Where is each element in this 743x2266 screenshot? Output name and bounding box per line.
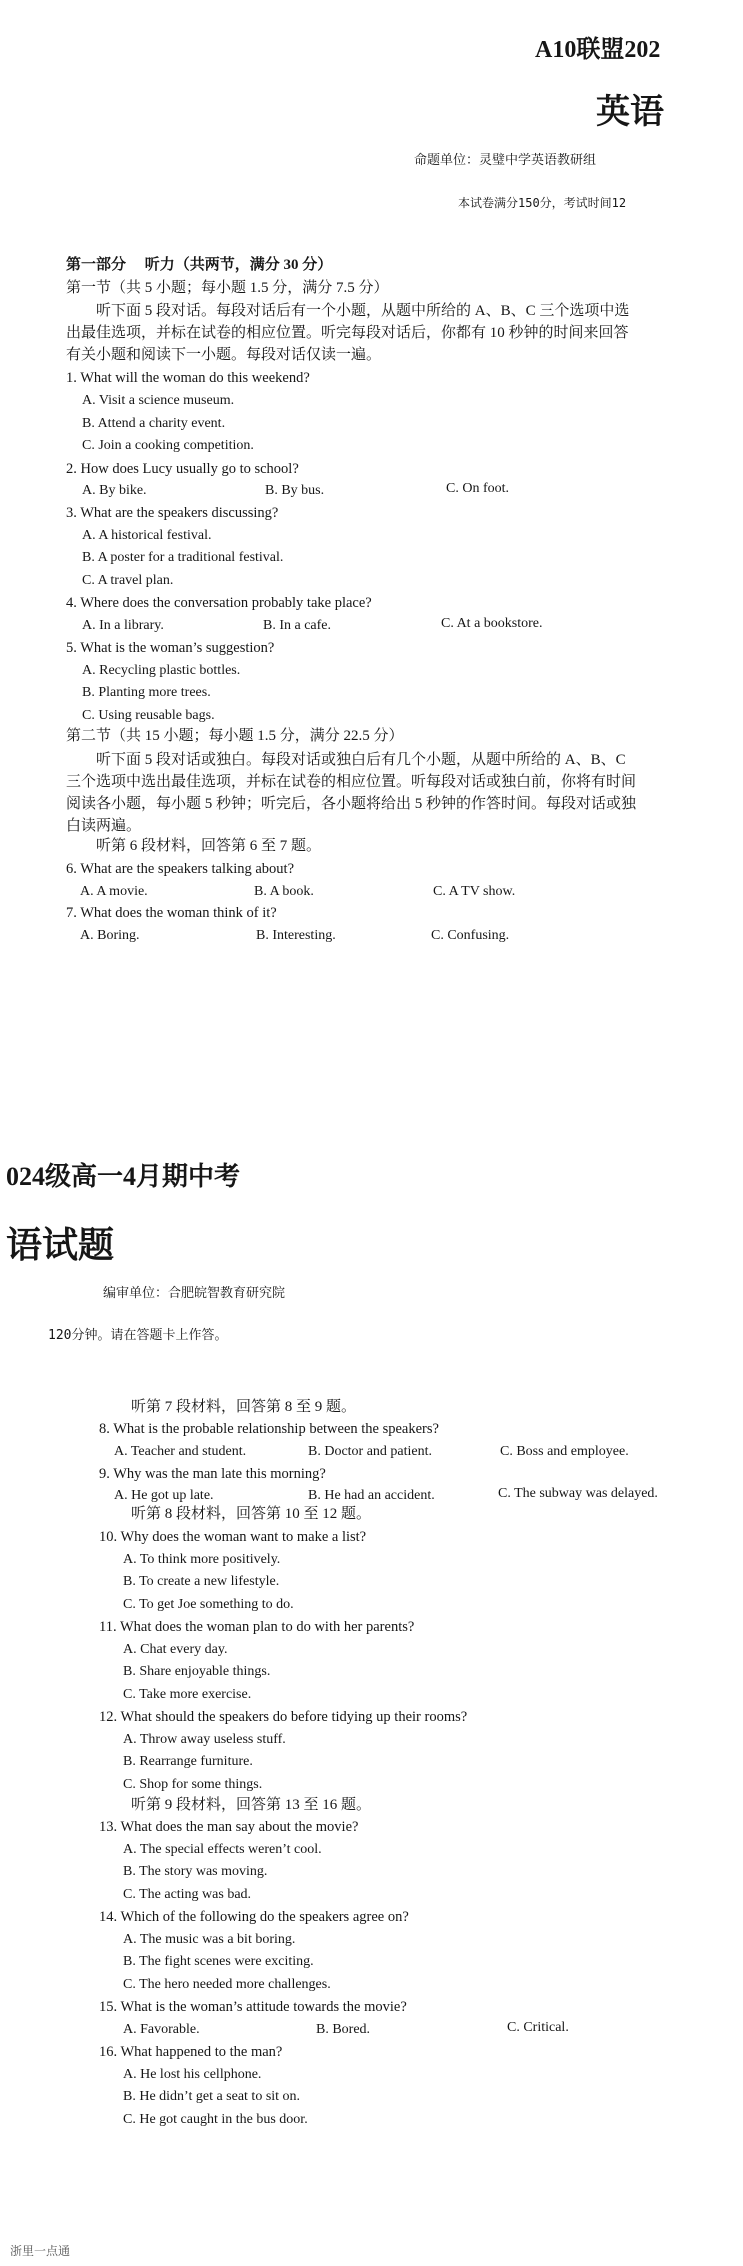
q14-option-a: A. The music was a bit boring. <box>123 1932 296 1947</box>
q3-stem: 3. What are the speakers discussing? <box>66 505 279 521</box>
q16-option-b: B. He didn’t get a seat to sit on. <box>123 2089 301 2104</box>
material-6-note: 听第 6 段材料，回答第 6 至 7 题。 <box>96 838 322 854</box>
q5-option-b: B. Planting more trees. <box>82 685 211 700</box>
section2-title: 第二节（共 15 小题；每小题 1.5 分，满分 22.5 分） <box>66 728 404 744</box>
q2-stem: 2. How does Lucy usually go to school? <box>66 461 299 477</box>
q3-option-a: A. A historical festival. <box>82 528 212 543</box>
part1-title: 第一部分 听力（共两节，满分 30 分） <box>66 257 333 273</box>
q12-option-c: C. Shop for some things. <box>123 1777 263 1792</box>
q16-stem: 16. What happened to the man? <box>99 2044 283 2060</box>
compiler-unit: 命题单位：灵璧中学英语教研组 <box>414 153 597 168</box>
material-9-note: 听第 9 段材料，回答第 13 至 16 题。 <box>131 1797 372 1813</box>
q9-option-c: C. The subway was delayed. <box>498 1486 658 1501</box>
q2-option-c: C. On foot. <box>446 481 509 496</box>
exam-note-fragment-continued: 120分钟。请在答题卡上作答。 <box>48 1328 228 1343</box>
q7-option-c: C. Confusing. <box>431 928 510 943</box>
q14-option-c: C. The hero needed more challenges. <box>123 1977 331 1992</box>
section1-instruction: 听下面 5 段对话。每段对话后有一个小题，从题中所给的 A、B、C 三个选项中选出最佳选项，并标在试卷的相应位置。听完每段对话后，你都有 10 秒钟的时间来回答有关小题和阅读下一小题。每段对话仅读一遍。 <box>66 303 630 363</box>
material-7-note: 听第 7 段材料，回答第 8 至 9 题。 <box>131 1399 357 1415</box>
q8-option-c: C. Boss and employee. <box>500 1444 629 1459</box>
exam-note-fragment: 本试卷满分150分，考试时间12 <box>458 196 627 210</box>
q11-stem: 11. What does the woman plan to do with her parents? <box>99 1619 415 1635</box>
q14-option-b: B. The fight scenes were exciting. <box>123 1954 314 1969</box>
q10-stem: 10. Why does the woman want to make a list? <box>99 1529 367 1545</box>
q9-stem: 9. Why was the man late this morning? <box>99 1466 326 1482</box>
q12-option-a: A. Throw away useless stuff. <box>123 1732 286 1747</box>
q10-option-c: C. To get Joe something to do. <box>123 1597 294 1612</box>
q1-option-b: B. Attend a charity event. <box>82 416 226 431</box>
q3-option-b: B. A poster for a traditional festival. <box>82 550 284 565</box>
q4-option-b: B. In a cafe. <box>263 618 332 633</box>
q15-option-a: A. Favorable. <box>123 2022 200 2037</box>
q6-option-c: C. A TV show. <box>433 884 516 899</box>
footer-watermark: 浙里一点通 <box>10 2244 71 2258</box>
q2-option-b: B. By bus. <box>265 483 325 498</box>
q9-option-b: B. He had an accident. <box>308 1488 435 1503</box>
q2-option-a: A. By bike. <box>82 483 147 498</box>
q11-option-b: B. Share enjoyable things. <box>123 1664 271 1679</box>
q7-option-a: A. Boring. <box>80 928 140 943</box>
q8-option-a: A. Teacher and student. <box>114 1444 247 1459</box>
exam-title-fragment-continued: 024级高一4月期中考 <box>6 1162 241 1191</box>
q5-option-c: C. Using reusable bags. <box>82 708 215 723</box>
q15-option-c: C. Critical. <box>507 2020 569 2035</box>
q8-stem: 8. What is the probable relationship between the speakers? <box>99 1421 439 1437</box>
material-8-note: 听第 8 段材料，回答第 10 至 12 题。 <box>131 1506 372 1522</box>
q13-option-a: A. The special effects weren’t cool. <box>123 1842 322 1857</box>
q3-option-c: C. A travel plan. <box>82 573 174 588</box>
subject-title-fragment-continued: 语试题 <box>6 1225 115 1265</box>
q12-option-b: B. Rearrange furniture. <box>123 1754 253 1769</box>
q7-stem: 7. What does the woman think of it? <box>66 905 277 921</box>
q13-stem: 13. What does the man say about the movie? <box>99 1819 359 1835</box>
q11-option-a: A. Chat every day. <box>123 1642 228 1657</box>
q4-stem: 4. Where does the conversation probably take place? <box>66 595 372 611</box>
q9-option-a: A. He got up late. <box>114 1488 214 1503</box>
q12-stem: 12. What should the speakers do before tidying up their rooms? <box>99 1709 468 1725</box>
q6-stem: 6. What are the speakers talking about? <box>66 861 295 877</box>
q11-option-c: C. Take more exercise. <box>123 1687 252 1702</box>
q5-stem: 5. What is the woman’s suggestion? <box>66 640 275 656</box>
q16-option-a: A. He lost his cellphone. <box>123 2067 262 2082</box>
q10-option-a: A. To think more positively. <box>123 1552 281 1567</box>
q5-option-a: A. Recycling plastic bottles. <box>82 663 241 678</box>
q6-option-b: B. A book. <box>254 884 314 899</box>
q1-option-a: A. Visit a science museum. <box>82 393 235 408</box>
q13-option-b: B. The story was moving. <box>123 1864 268 1879</box>
q4-option-c: C. At a bookstore. <box>441 616 543 631</box>
q15-option-b: B. Bored. <box>316 2022 371 2037</box>
q8-option-b: B. Doctor and patient. <box>308 1444 433 1459</box>
q6-option-a: A. A movie. <box>80 884 148 899</box>
section2-instruction: 听下面 5 段对话或独白。每段对话或独白后有几个小题，从题中所给的 A、B、C 三个选项中选出最佳选项，并标在试卷的相应位置。听每段对话或独白前，你将有时间阅读各小题，每小题 5 秒钟；听完后，各小题将给出 5 秒钟的作答时间。每段对话或独白读两遍。 <box>66 752 637 834</box>
q4-option-a: A. In a library. <box>82 618 164 633</box>
section1-title: 第一节（共 5 小题；每小题 1.5 分，满分 7.5 分） <box>66 280 389 296</box>
q10-option-b: B. To create a new lifestyle. <box>123 1574 280 1589</box>
q1-option-c: C. Join a cooking competition. <box>82 438 254 453</box>
q1-stem: 1. What will the woman do this weekend? <box>66 370 310 386</box>
review-unit: 编审单位：合肥皖智教育研究院 <box>103 1286 286 1301</box>
q16-option-c: C. He got caught in the bus door. <box>123 2112 308 2127</box>
subject-title-fragment: 英语 <box>596 94 664 131</box>
q15-stem: 15. What is the woman’s attitude towards the movie? <box>99 1999 407 2015</box>
q13-option-c: C. The acting was bad. <box>123 1887 252 1902</box>
q14-stem: 14. Which of the following do the speakers agree on? <box>99 1909 409 1925</box>
exam-title-fragment: A10联盟202 <box>535 37 661 63</box>
q7-option-b: B. Interesting. <box>256 928 336 943</box>
